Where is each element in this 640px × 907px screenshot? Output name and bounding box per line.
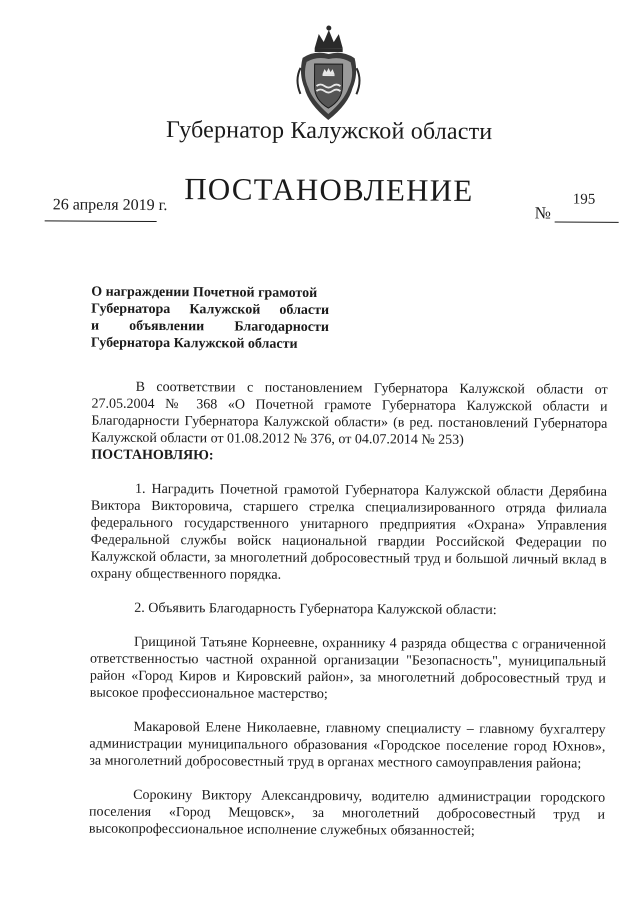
number-underline [555, 221, 619, 222]
recipient-paragraph: Грищиной Татьяне Корнеевне, охраннику 4 разряда общества с ограниченной ответственностью частной охранной организации "Безопасность", муниципальный район «Город Киров и Кировский район», за многолетний добросовестный труд и высокое профессиональное мастерство; [89, 634, 607, 703]
document-subject [91, 284, 329, 353]
preamble-paragraph: В соответствии с постановлением Губернатора Калужской области от 27.05.2004 № 368 «О Почетной грамоте Губернатора Калужской области и Благодарности Губернатора Калужской области» (в ред. постановлений Губернатора Калужской области от 01.08.2012 № 376, от 04.07.2014 № 253) [91, 379, 608, 448]
document-number: 195 [572, 191, 596, 208]
organization-title: Губернатор Калужской области [165, 117, 493, 146]
subject-line: и объявлении Благодарности [90, 318, 330, 336]
recipient-paragraph: Сорокину Виктору Александровичу, водителю администрации городского поселения «Город Мещовск», за многолетний добросовестный труд и высокопрофессиональное исполнение служебных обязанностей; [88, 787, 606, 839]
recipient-paragraph: Макаровой Елене Николаевне, главному специалисту – главному бухгалтеру администрации муниципального образования «Городское поселение город Юхнов», за многолетний добросовестный труд в органах местного самоуправления района; [89, 719, 606, 772]
resolve-heading: ПОСТАНОВЛЯЮ: [91, 447, 214, 464]
subject-line: Губернатора Калужской области [91, 301, 330, 319]
subject-line: Губернатора Калужской области [90, 335, 298, 352]
decree-item-2: 2. Объявить Благодарность Губернатора Калужской области: [134, 600, 497, 619]
document-date: 26 апреля 2019 г. [52, 196, 168, 215]
kaluga-coat-of-arms-icon [292, 24, 365, 124]
subject-line: О награждении Почетной грамотой [91, 284, 318, 301]
document-type-heading: ПОСТАНОВЛЕНИЕ [184, 171, 474, 208]
document-body [89, 379, 608, 841]
number-label: № [534, 203, 551, 223]
date-underline [45, 220, 157, 222]
decree-item-1: 1. Наградить Почетной грамотой Губернатора Калужской области Дерябина Виктора Викторовича, старшего стрелка специализированного отряда филиала федерального государственного унитарного предприятия «Охрана» Управления Федеральной службы войск национальной гвардии Российской Федерации по Калужской области, за многолетний добросовестный труд и большой личный вклад в охрану общественного порядка. [90, 481, 608, 583]
